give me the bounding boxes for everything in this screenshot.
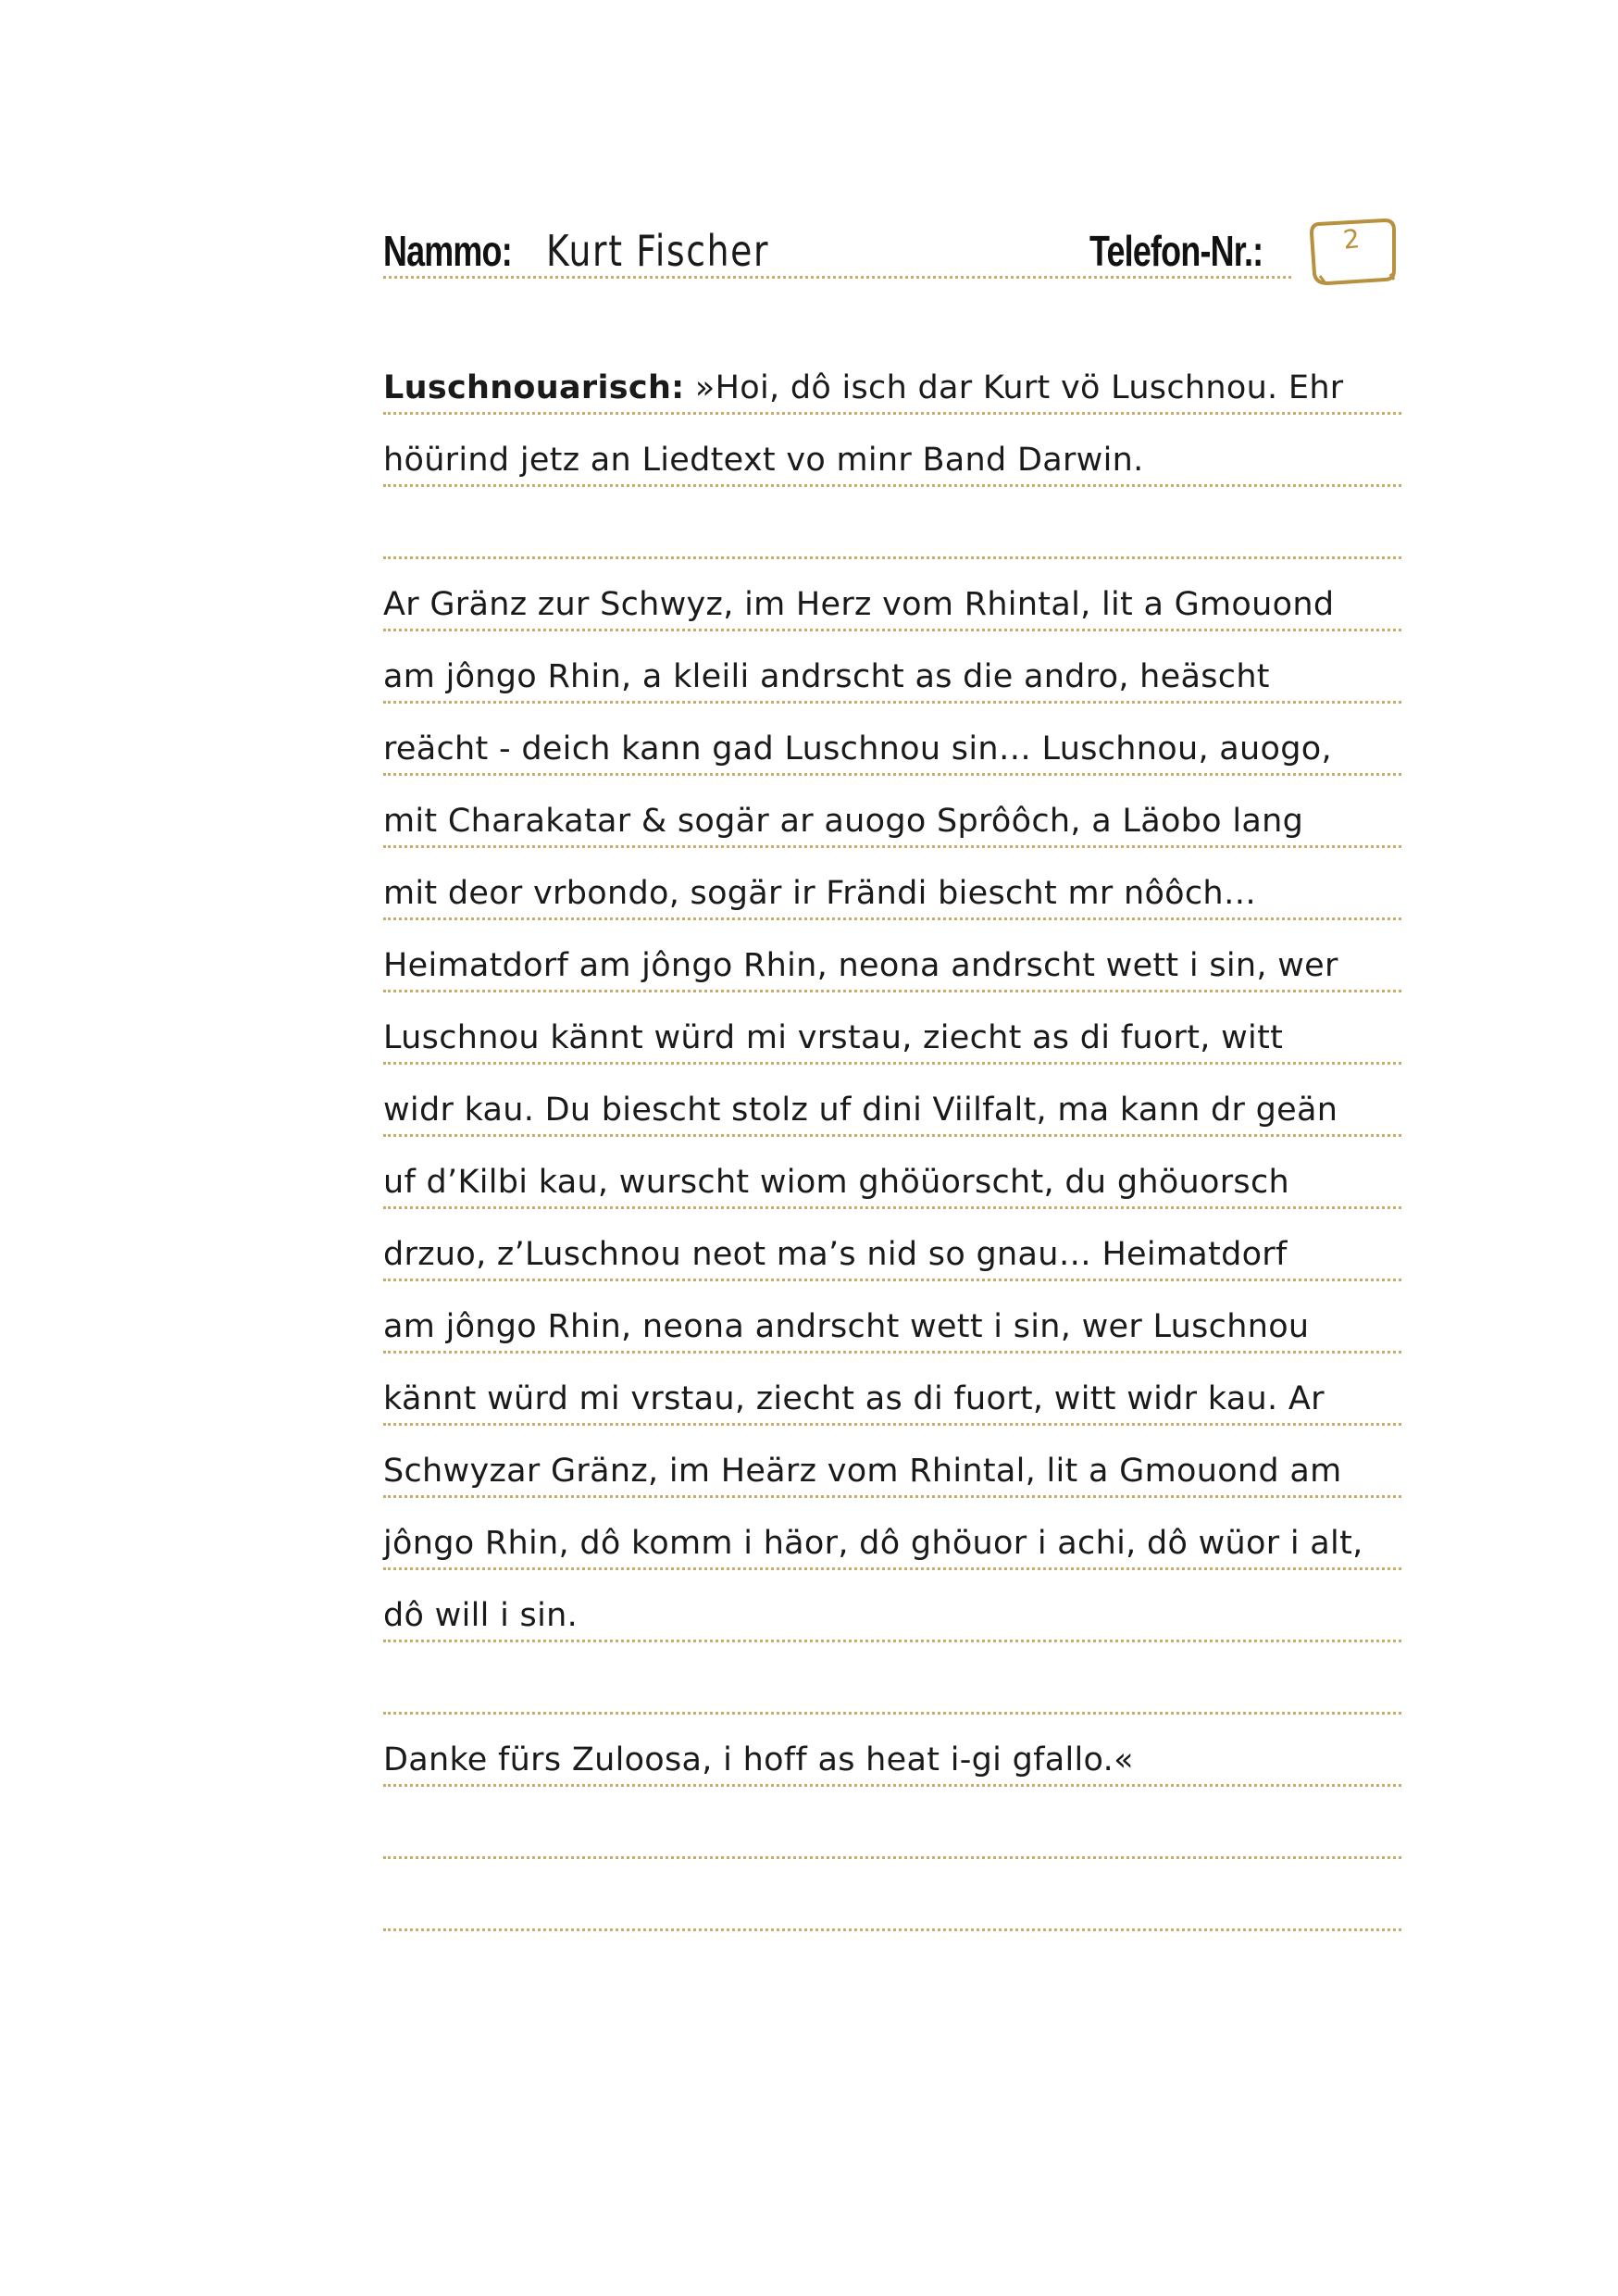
- line-text: am jôngo Rhin, neona andrscht wett i sin, wer Luschnou: [383, 1308, 1310, 1345]
- ruled-line: [383, 1065, 1401, 1137]
- line-text: Heimatdorf am jôngo Rhin, neona andrscht wett i sin, wer: [383, 947, 1338, 984]
- ruled-line: [383, 631, 1401, 704]
- phone-label: Telefon-Nr.:: [1089, 227, 1263, 275]
- line-text: am jôngo Rhin, a kleili andrscht as die andro, heäscht: [383, 658, 1270, 695]
- line-text: drzuo, z’Luschnou neot ma’s nid so gnau… Heimatdorf: [383, 1236, 1288, 1273]
- ruled-line: [383, 1426, 1401, 1498]
- line-text: widr kau. Du biescht stolz uf dini Viilfalt, ma kann dr geän: [383, 1092, 1338, 1129]
- ruled-line: [383, 1498, 1401, 1570]
- ruled-line: [383, 559, 1401, 631]
- ruled-line: [383, 1354, 1401, 1426]
- ruled-line: [383, 848, 1401, 920]
- line-text: Ar Gränz zur Schwyz, im Herz vom Rhintal, lit a Gmouond: [383, 586, 1335, 623]
- name-value: Kurt Fischer: [546, 226, 770, 276]
- ruled-line: [383, 1137, 1401, 1209]
- ruled-line: [383, 487, 1401, 559]
- line-text: Luschnou kännt würd mi vrstau, ziecht as di fuort, witt: [383, 1019, 1284, 1056]
- language-label: Luschnouarisch:: [383, 369, 685, 406]
- line-text: mit Charakatar & sogär ar auogo Sprôôch, a Läobo lang: [383, 803, 1304, 840]
- line-text: mit deor vrbondo, sogär ir Frändi biescht mr nôôch…: [383, 875, 1257, 912]
- header-rule: [383, 276, 1291, 279]
- ruled-line: [383, 920, 1401, 992]
- phone-badge-number: 2: [1341, 223, 1362, 256]
- ruled-line: [383, 1570, 1401, 1642]
- ruled-line: [383, 776, 1401, 848]
- line-text: jôngo Rhin, dô komm i häor, dô ghöuor i achi, dô wüor i alt,: [383, 1525, 1363, 1562]
- ruled-line: [383, 1715, 1401, 1787]
- ruled-line: [383, 1642, 1401, 1715]
- phone-badge-icon: [1309, 218, 1401, 293]
- line-text: reächt - deich kann gad Luschnou sin… Luschnou, auogo,: [383, 730, 1332, 767]
- ruled-line: [383, 1281, 1401, 1354]
- ruled-line: [383, 1209, 1401, 1281]
- ruled-line: [383, 1787, 1401, 1859]
- line-text: dô will i sin.: [383, 1597, 578, 1634]
- line-text: Danke fürs Zuloosa, i hoff as heat i-gi gfallo.«: [383, 1741, 1134, 1778]
- name-label: Nammo:: [383, 227, 512, 275]
- ruled-line: [383, 415, 1401, 487]
- ruled-line: [383, 992, 1401, 1065]
- line-text-rest: »Hoi, dô isch dar Kurt vö Luschnou. Ehr: [684, 369, 1344, 406]
- line-text: kännt würd mi vrstau, ziecht as di fuort, witt widr kau. Ar: [383, 1380, 1325, 1417]
- line-text: uf d’Kilbi kau, wurscht wiom ghöüorscht, du ghöuorsch: [383, 1164, 1289, 1201]
- line-text: Schwyzar Gränz, im Heärz vom Rhintal, lit a Gmouond am: [383, 1453, 1342, 1490]
- ruled-line: [383, 343, 1401, 415]
- ruled-line: [383, 1859, 1401, 1931]
- ruled-line: [383, 704, 1401, 776]
- line-text: höürind jetz an Liedtext vo minr Band Darwin.: [383, 442, 1144, 479]
- line-text: [383, 369, 1344, 406]
- form-header: [383, 218, 1401, 293]
